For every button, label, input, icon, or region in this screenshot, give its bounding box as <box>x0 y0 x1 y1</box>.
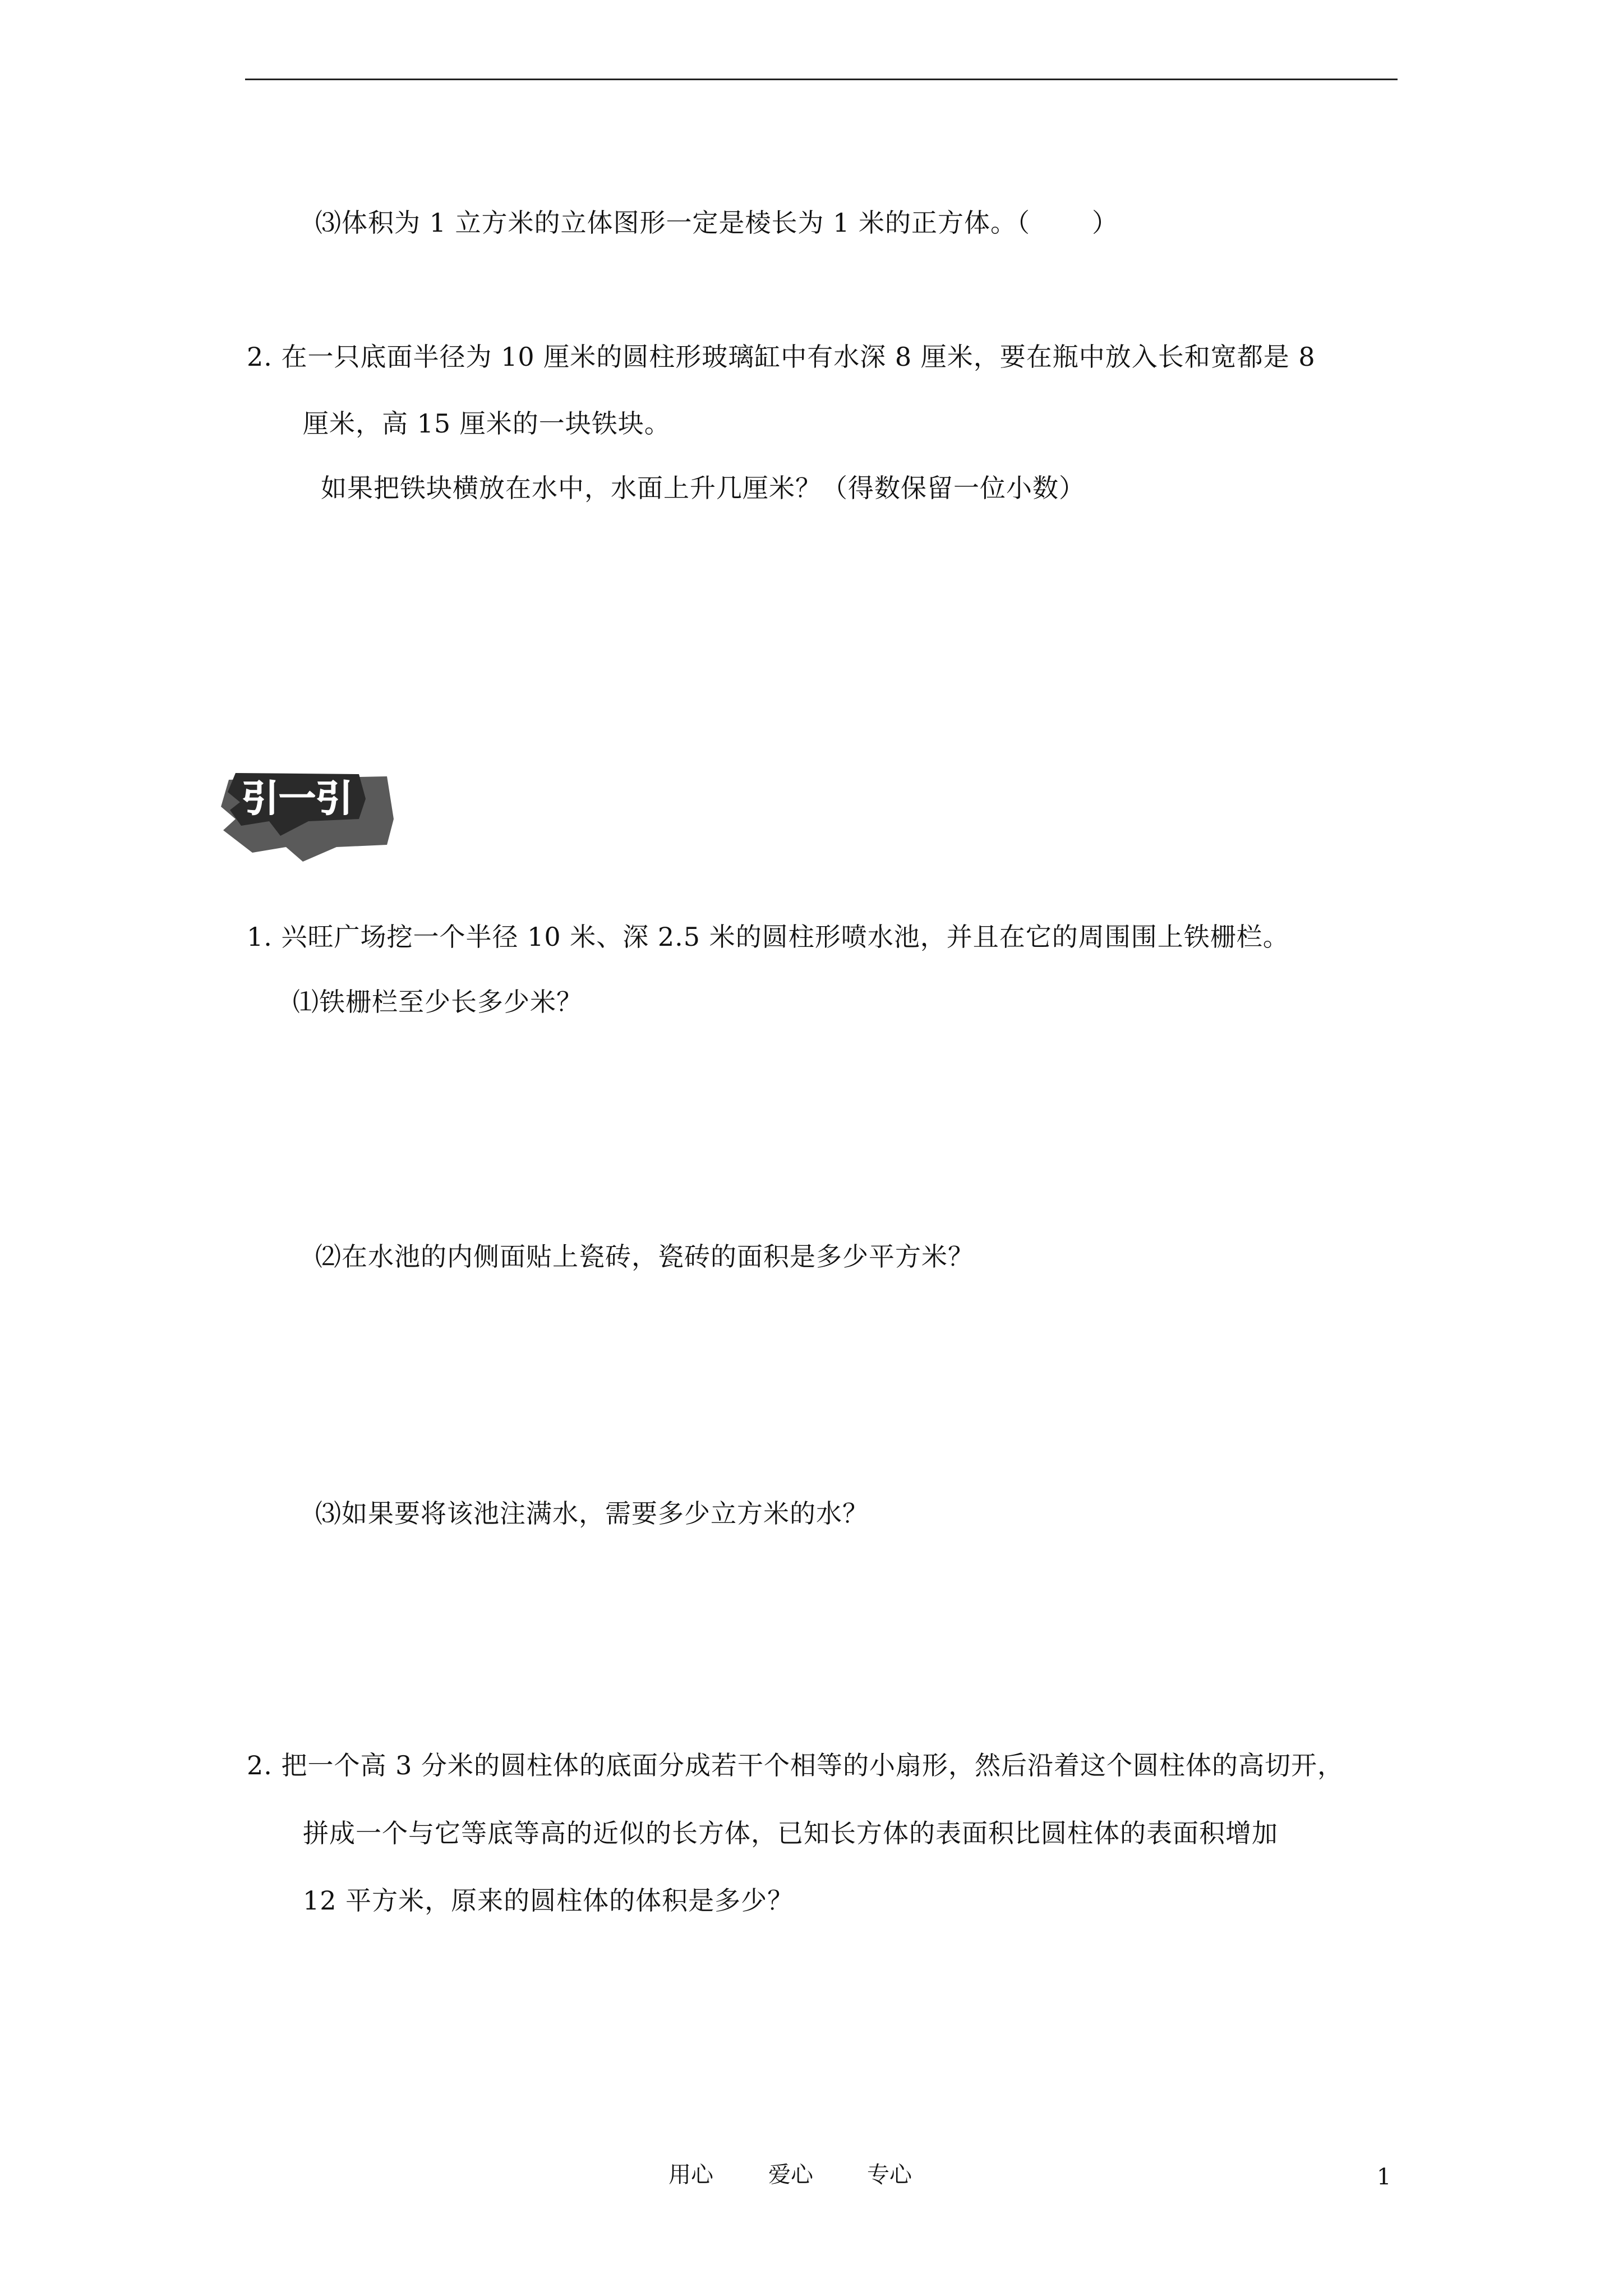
footer-motto-3: 专心 <box>867 2162 912 2188</box>
section-heading-label: 引一引 <box>242 777 353 820</box>
prev-question-2-line-3: 如果把铁块横放在水中，水面上升几厘米？（得数保留一位小数） <box>321 473 1085 503</box>
footer-motto-2: 爱心 <box>768 2162 813 2188</box>
prev-question-3 <box>315 206 1118 240</box>
page-number: 1 <box>1377 2164 1391 2190</box>
question-2-line-2: 拼成一个与它等底等高的近似的长方体，已知长方体的表面积比圆柱体的表面积增加 <box>303 1818 1278 1848</box>
question-2-line-1: 2. 把一个高 3 分米的圆柱体的底面分成若干个相等的小扇形，然后沿着这个圆柱体的高切开， <box>247 1750 1344 1780</box>
footer-motto-1: 用心 <box>668 2162 713 2188</box>
section-heading-badge <box>219 763 404 864</box>
prev-question-2-line-2: 厘米，高 15 厘米的一块铁块。 <box>303 408 671 439</box>
question-2-line-3: 12 平方米，原来的圆柱体的体积是多少？ <box>303 1885 794 1916</box>
header-rule <box>245 79 1398 80</box>
question-1-stem: 1. 兴旺广场挖一个半径 10 米、深 2.5 米的圆柱形喷水池，并且在它的周围围上铁栅栏。 <box>247 922 1289 952</box>
question-1-part-2: ⑵在水池的内侧面贴上瓷砖，瓷砖的面积是多少平方米？ <box>315 1241 974 1272</box>
question-1-part-3: ⑶如果要将该池注满水，需要多少立方米的水？ <box>315 1498 869 1529</box>
prev-question-3-text: ⑶体积为 1 立方米的立体图形一定是棱长为 1 米的正方体。（ <box>315 208 1031 238</box>
question-1-part-1: ⑴铁栅栏至少长多少米？ <box>293 987 583 1017</box>
prev-question-2-line-1: 2. 在一只底面半径为 10 厘米的圆柱形玻璃缸中有水深 8 厘米，要在瓶中放入长和宽都是 8 <box>247 342 1316 372</box>
prev-question-3-close-bracket: ） <box>1092 208 1119 238</box>
